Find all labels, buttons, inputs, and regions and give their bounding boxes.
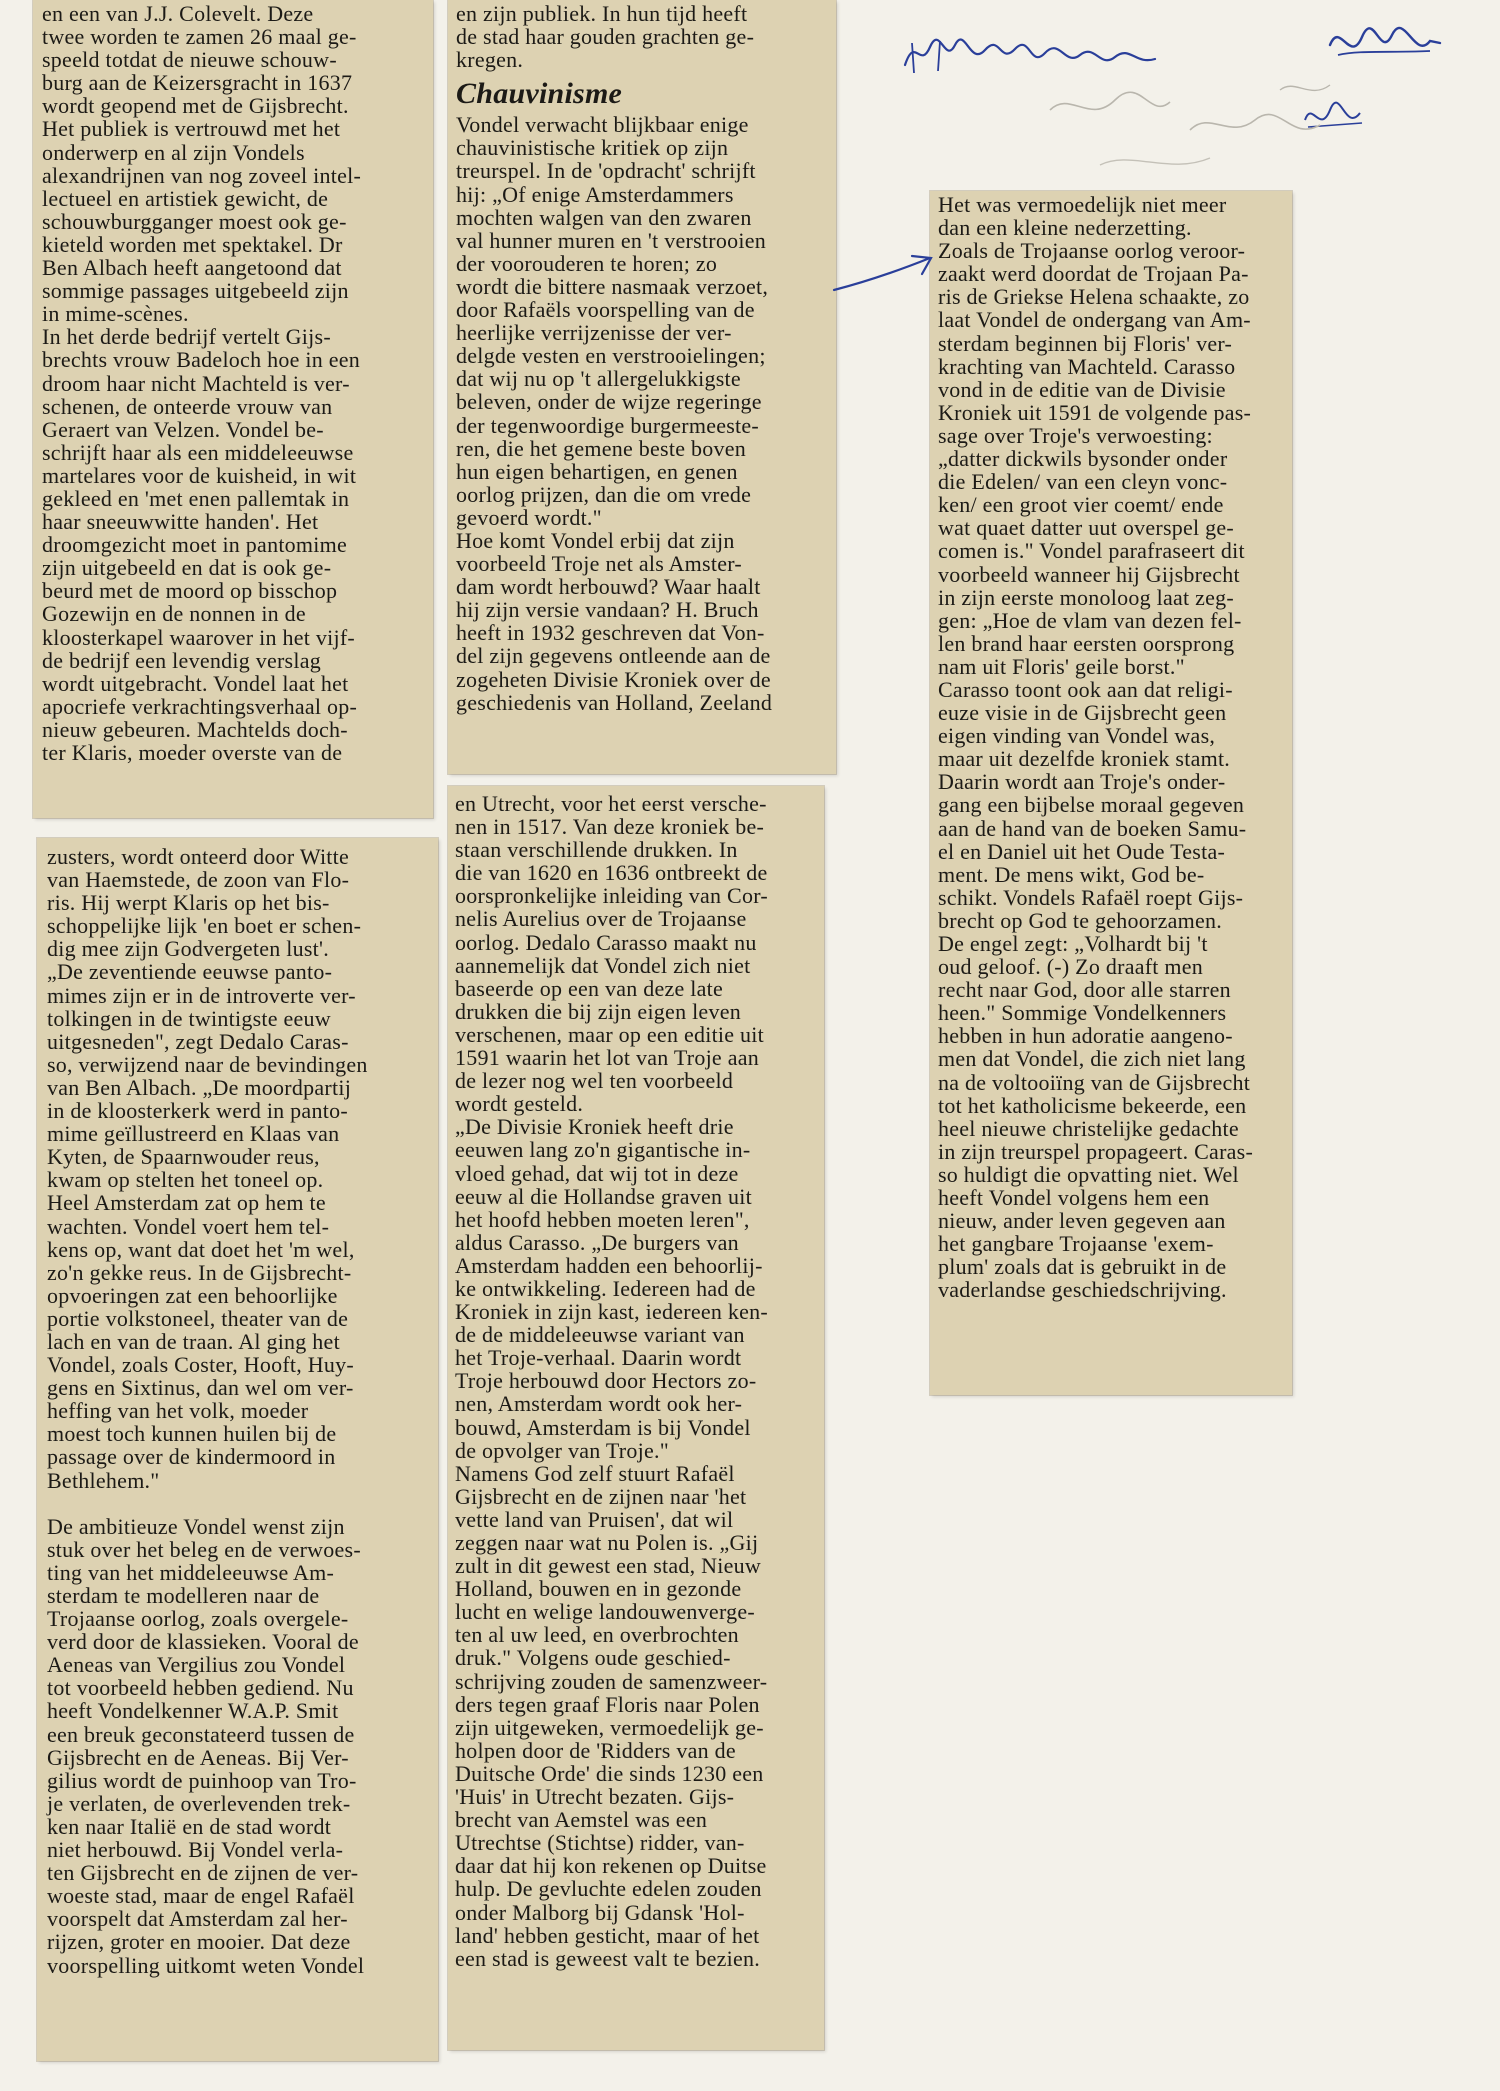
section-heading: Chauvinisme (456, 77, 623, 111)
article-text: en een van J.J. Colevelt. Deze twee worden te zamen 26 maal ge- speeld totdat de nieuwe schouw- burg aan de Keizersgracht in 1637 wordt geopend met de Gijsbrecht. Het publiek is vertrouwd met het onderwerp en al zijn Vondels alexandrijnen van nog zoveel intel- lectueel en artistiek gewicht, de schouwburgganger moest ook ge- kieteld worden met spektakel. Dr Ben Albach heeft aangetoond dat sommige passages uitgebeeld zijn in mime-scènes. In het derde bedrijf vertelt Gijs- brechts vrouw Badeloch hoe in een droom haar nicht Machteld is ver- schenen, de onteerde vrouw van Geraert van Velzen. Vondel be- schrijft haar als een middeleeuwse martelares voor de kuisheid, in wit gekleed en 'met enen pallemtak in haar sneeuwwitte handen'. Het droomgezicht moet in pantomime zijn uitgebeeld en dat is ook ge- beurd met de moord op bisschop Gozewijn en de nonnen in de kloosterkapel waarover in het vijf- de bedrijf een levendig verslag wordt uitgebracht. Vondel laat het apocriefe verkrachtingsverhaal op- nieuw gebeuren. Machtelds doch- ter Klaris, moeder overste van de (42, 1, 362, 765)
clipping-column-1-top (33, 0, 433, 818)
article-text: Vondel verwacht blijkbaar enige chauvinistische kritiek op zijn treurspel. In de 'opdracht' schrijft hij: „Of enige Amsterdammers mochten walgen van den zwaren val hunner muren en 't verstrooien der voorouderen te horen; zo wordt die bittere nasmaak verzoet, door Rafaëls voorspelling van de heerlijke verrijzenisse der ver- delgde vesten en verstrooielingen; dat wij nu op 't allergelukkigste beleven, onder de wijze regeringe der tegenwoordige burgermeeste- ren, die het gemene beste boven hun eigen behartigen, en genen oorlog prijzen, dan die om vrede gevoerd wordt." Hoe komt Vondel erbij dat zijn voorbeeld Troje net als Amster- dam wordt herbouwd? Waar haalt hij zijn versie vandaan? H. Bruch heeft in 1932 geschreven dat Von- del zijn gegevens ontleende aan de zogeheten Divisie Kroniek over de geschiedenis van Holland, Zeeland (456, 112, 773, 715)
clipping-column-2-bottom (448, 786, 824, 2050)
article-text: en Utrecht, voor het eerst versche- nen in 1517. Van deze kroniek be- staan verschillende drukken. In die van 1620 en 1636 ontbreekt de oorspronkelijke inleiding van Cor- nelis Aurelius over de Trojaanse oorlog. Dedalo Carasso maakt nu aannemelijk dat Vondel zich niet baseerde op een van deze late drukken die bij zijn eigen leven verschenen, maar op een editie uit 1591 waarin het lot van Troje aan de lezer nog wel ten voorbeeld wordt gesteld. „De Divisie Kroniek heeft drie eeuwen lang zo'n gigantische in- vloed gehad, dat wij tot in deze eeuw al die Hollandse graven uit het hoofd hebben moeten leren", aldus Carasso. „De burgers van Amsterdam hadden een behoorlij- ke ontwikkeling. Iedereen had de Kroniek in zijn kast, iedereen ken- de de middeleeuwse variant van het Troje-verhaal. Daarin wordt Troje herbouwd door Hectors zo- nen, Amsterdam wordt ook her- bouwd, Amsterdam is bij Vondel de opvolger van Troje." Namens God zelf stuurt Rafaël Gijsbrecht en de zijnen naar 'het vette land van Pruisen', dat wil zeggen naar wat nu Polen is. „Gij zult in dit gewest een stad, Nieuw Holland, bouwen en in gezonde lucht en welige landouwenverge- ten al uw leed, en overbrochten druk." Volgens oude geschied- schrijving zouden de samenzweer- ders tegen graaf Floris naar Polen zijn uitgeweken, vermoedelijk ge- holpen door de 'Ridders van de Duitsche Orde' die sinds 1230 een 'Huis' in Utrecht bezaten. Gijs- brecht van Aemstel was een Utrechtse (Stichtse) ridder, van- daar dat hij kon rekenen op Duitse hulp. De gevluchte edelen zouden onder Malborg bij Gdansk 'Hol- land' hebben gesticht, maar of het een stad is geweest valt te bezien. (455, 791, 768, 1971)
article-text: Het was vermoedelijk niet meer dan een kleine nederzetting. Zoals de Trojaanse oorlog veroor- zaakt werd doordat de Trojaan Pa- ris de Griekse Helena schaakte, zo laat Vondel de ondergang van Am- sterdam beginnen bij Floris' ver- krachting van Machteld. Carasso vond in de editie van de Divisie Kroniek uit 1591 de volgende pas- sage over Troje's verwoesting: „datter dickwils bysonder onder die Edelen/ van een cleyn vonc- ken/ een groot vier coemt/ ende wat quaet datter uut overspel ge- comen is." Vondel parafraseert dit voorbeeld wanneer hij Gijsbrecht in zijn eerste monoloog laat zeg- gen: „Hoe de vlam van dezen fel- len brand haar eersten oorsprong nam uit Floris' geile borst." Carasso toont ook aan dat religi- euze visie in de Gijsbrecht geen eigen vinding van Vondel was, maar uit dezelfde kroniek stamt. Daarin wordt aan Troje's onder- gang een bijbelse moraal gegeven aan de hand van de boeken Samu- el en Daniel uit het Oude Testa- ment. De mens wikt, God be- schikt. Vondels Rafaël roept Gijs- brecht op God te gehoorzamen. De engel zegt: „Volhardt bij 't oud geloof. (-) Zo draaft men recht naar God, door alle starren heen." Sommige Vondelkenners hebben in hun adoratie aangeno- men dat Vondel, die zich niet lang na de voltooiïng van de Gijsbrecht tot het katholicisme bekeerde, een heel nieuwe christelijke gedachte in zijn treurspel propageert. Caras- so huldigt die opvatting niet. Wel heeft Vondel volgens hem een nieuw, ander leven gegeven aan het gangbare Trojaanse 'exem- plum' zoals dat is gebruikt in de vaderlandse geschiedschrijving. (938, 192, 1254, 1303)
clipping-column-2-top (448, 0, 836, 774)
clipping-column-1-bottom (37, 838, 438, 2061)
article-text: zusters, wordt onteerd door Witte van Haemstede, de zoon van Flo- ris. Hij werpt Klaris op het bis- schoppelijke lijk 'en boet er schen- dig mee zijn Godvergeten lust'. „De zeventiende eeuwse panto- mimes zijn er in de introverte ver- tolkingen in de twintigste eeuw uitgesneden", zegt Dedalo Caras- so, verwijzend naar de bevindingen van Ben Albach. „De moordpartij in de kloosterkerk werd in panto- mime geïllustreerd en Klaas van Kyten, de Spaarnwouder reus, kwam op stelten het toneel op. Heel Amsterdam zat op hem te wachten. Vondel voert hem tel- kens op, want dat doet het 'm wel, zo'n gekke reus. In de Gijsbrecht- opvoeringen zat een behoorlijke portie volkstoneel, theater van de lach en van de traan. Al ging het Vondel, zoals Coster, Hooft, Huy- gens en Sixtinus, dan wel om ver- heffing van het volk, moeder moest toch kunnen huilen bij de passage over de kindermoord in Bethlehem." De ambitieuze Vondel wenst zijn stuk over het beleg en de verwoes- ting van het middeleeuwse Am- sterdam te modelleren naar de Trojaanse oorlog, zoals overgele- verd door de klassieken. Vooral de Aeneas van Vergilius zou Vondel tot voorbeeld hebben gediend. Nu heeft Vondelkenner W.A.P. Smit een breuk geconstateerd tussen de Gijsbrecht en de Aeneas. Bij Ver- gilius wordt de puinhoop van Tro- je verlaten, de overlevenden trek- ken naar Italië en de stad wordt niet herbouwd. Bij Vondel verla- ten Gijsbrecht en de zijnen de ver- woeste stad, maar de engel Rafaël voorspelt dat Amsterdam zal her- rijzen, groter en mooier. Dat deze voorspelling uitkomt weten Vondel (47, 844, 368, 1978)
clipping-column-3 (930, 191, 1292, 1395)
article-intro: en zijn publiek. In hun tijd heeft de stad haar gouden grachten ge- kregen. (456, 1, 755, 73)
